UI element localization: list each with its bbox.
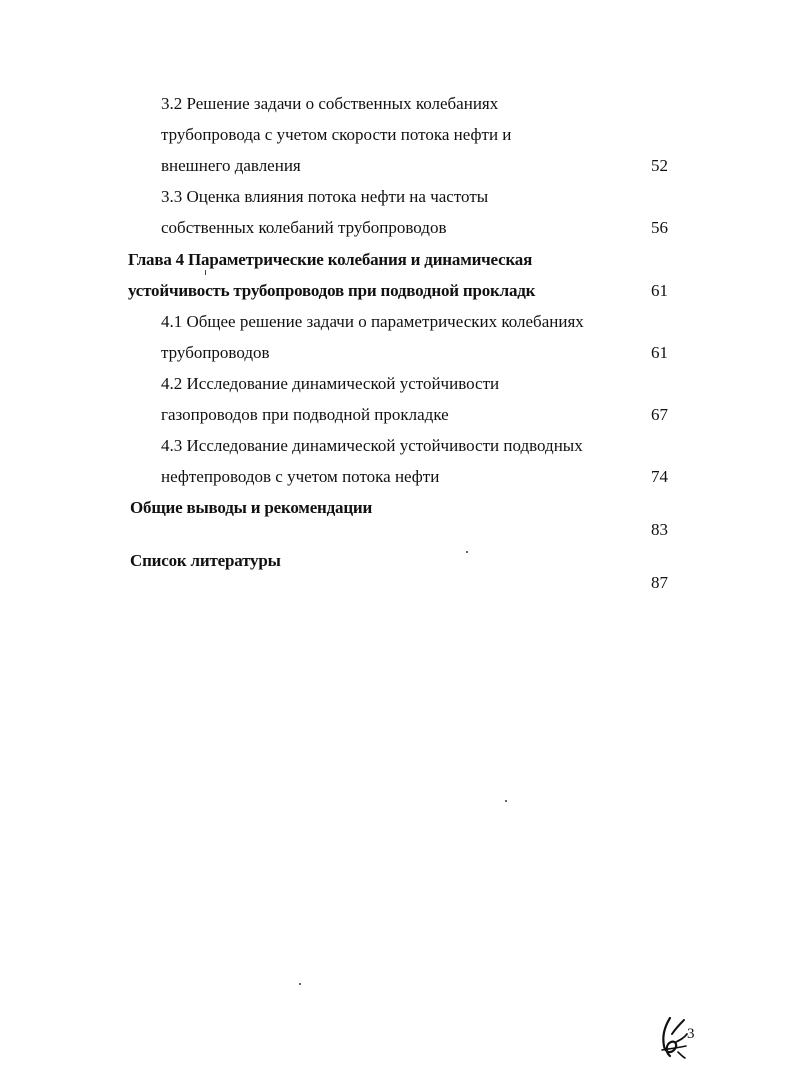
toc-3-3-line-1: 3.3 Оценка влияния потока нефти на частоты (161, 187, 489, 206)
toc-chapter-4-line-2: устойчивость трубопроводов при подводной прокладк (128, 281, 536, 300)
toc-4-1-line-2: трубопроводов (161, 343, 270, 362)
toc-3-3-line-2: собственных колебаний трубопроводов (161, 218, 447, 237)
scan-speck (299, 983, 301, 985)
toc-4-2-page: 67 (651, 405, 668, 424)
toc-4-1-line-1: 4.1 Общее решение задачи о параметрических колебаниях (161, 312, 584, 331)
toc-4-3-line-2: нефтепроводов с учетом потока нефти (161, 467, 440, 486)
handwritten-signature-icon (656, 1012, 690, 1060)
toc-3-3-page: 56 (651, 218, 668, 237)
toc-3-2-line-3: внешнего давления (161, 156, 301, 175)
toc-conclusions-page: 83 (651, 520, 668, 539)
toc-4-1-page: 61 (651, 343, 668, 362)
scan-speck (505, 800, 507, 802)
toc-conclusions-title: Общие выводы и рекомендации (130, 498, 373, 517)
toc-4-3-line-1: 4.3 Исследование динамической устойчивости подводных (161, 436, 583, 455)
scan-speck (466, 551, 468, 553)
toc-chapter-4-page: 61 (651, 281, 668, 300)
toc-3-2-line-1: 3.2 Решение задачи о собственных колебаниях (161, 94, 499, 113)
footer-page-number: 3 (687, 1026, 695, 1042)
toc-3-2-line-2: трубопровода с учетом скорости потока нефти и (161, 125, 512, 144)
toc-4-2-line-1: 4.2 Исследование динамической устойчивости (161, 374, 500, 393)
toc-4-3-page: 74 (651, 467, 668, 486)
toc-4-2-line-2: газопроводов при подводной прокладке (161, 405, 449, 424)
toc-references-title: Список литературы (130, 551, 281, 570)
scan-speck (205, 270, 206, 275)
toc-chapter-4-line-1: Глава 4 Параметрические колебания и динамическая (128, 250, 533, 269)
toc-3-2-page: 52 (651, 156, 668, 175)
toc-references-page: 87 (651, 573, 668, 592)
